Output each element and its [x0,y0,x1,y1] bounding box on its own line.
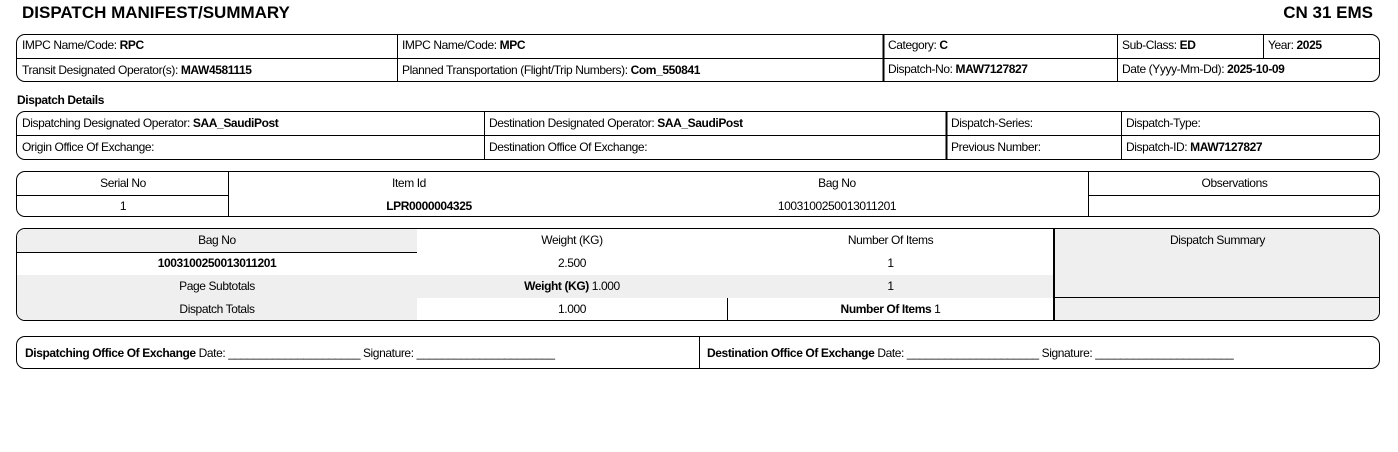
transit-operator-value: MAW4581115 [180,63,252,77]
subtotal-label: Page Subtotals [179,279,255,293]
planned-transport-label: Planned Transportation (Flight/Trip Numbers): [402,63,628,77]
impc-origin-value: RPC [119,38,144,52]
impc-destination-value: MPC [499,38,526,52]
dispatching-office-signature [25,346,555,360]
summary-items: 1 [887,256,894,270]
category [885,38,948,52]
destination-operator-value: SAA_SaudiPost [657,116,743,130]
subclass-value: ED [1179,38,1196,52]
item-id: LPR0000004325 [386,199,472,213]
dispatching-office-label: Dispatching Office Of Exchange [25,346,196,360]
impc-origin-label: IMPC Name/Code: [22,38,117,52]
subtotal-weight-value: 1.000 [591,279,620,293]
dispatch-no [885,62,1028,76]
signature-box [16,336,1380,369]
totals-items-value: 1 [934,302,941,316]
destination-operator [486,116,743,130]
dispatching-office-date-signature: Date: _____________________ Signature: ______________________ [198,346,555,360]
header-info-box [16,34,1380,82]
summary-header-bag-no: Bag No [198,233,236,247]
category-value: C [939,38,948,52]
year-label: Year: [1268,38,1294,52]
totals-items-label: Number Of Items [840,302,932,316]
impc-destination [399,38,525,52]
destination-office-signature [707,346,1233,360]
dispatch-details-title: Dispatch Details [17,93,104,107]
items-header-observations: Observations [1201,176,1268,190]
summary-header-weight: Weight (KG) [541,233,603,247]
totals-items [727,302,1054,316]
subclass [1119,38,1196,52]
planned-transport-value: Com_550841 [630,63,700,77]
impc-origin [19,38,144,52]
subtotal-weight-label: Weight (KG) [524,279,589,293]
form-code: CN 31 EMS [1283,3,1373,22]
destination-office-label: Destination Office Of Exchange: [489,140,648,154]
dispatch-details-box [16,111,1380,160]
impc-destination-label: IMPC Name/Code: [402,38,497,52]
origin-office-label: Origin Office Of Exchange: [22,140,155,154]
dispatch-date-value: 2025-10-09 [1227,62,1285,76]
dispatch-id [1123,140,1262,154]
summary-header-dispatch-summary: Dispatch Summary [1170,233,1265,247]
category-label: Category: [888,38,937,52]
planned-transport [399,63,700,77]
dispatch-type-label: Dispatch-Type: [1126,116,1201,130]
summary-header-items: Number Of Items [847,233,934,247]
items-header-item-id: Item Id [392,176,426,190]
totals-label: Dispatch Totals [179,302,255,316]
destination-operator-label: Destination Designated Operator: [489,116,655,130]
subtotal-weight [417,279,727,293]
summary-weight: 2.500 [557,256,587,270]
dispatching-operator [19,116,278,130]
totals-weight: 1.000 [557,302,587,316]
destination-office-date-signature: Date: _____________________ Signature: ______________________ [877,346,1234,360]
transit-operator-label: Transit Designated Operator(s): [22,63,178,77]
previous-number-label: Previous Number: [951,140,1041,154]
dispatch-date [1119,62,1284,76]
page-title: DISPATCH MANIFEST/SUMMARY [22,3,290,22]
dispatch-series-label: Dispatch-Series: [951,116,1033,130]
summary-table [16,228,1380,321]
summary-bag-no: 1003100250013011201 [157,256,277,270]
dispatching-operator-value: SAA_SaudiPost [192,116,279,130]
dispatch-id-value: MAW7127827 [1190,140,1263,154]
subclass-label: Sub-Class: [1122,38,1177,52]
item-serial: 1 [119,199,127,213]
items-table [16,171,1380,217]
item-bag-no: 1003100250013011201 [777,199,897,213]
dispatch-id-label: Dispatch-ID: [1126,140,1188,154]
destination-office-label: Destination Office Of Exchange [707,346,875,360]
transit-operator [19,63,252,77]
year [1265,38,1322,52]
dispatch-no-label: Dispatch-No: [888,62,953,76]
dispatching-operator-label: Dispatching Designated Operator: [22,116,190,130]
items-header-bag-no: Bag No [818,176,856,190]
items-header-serial: Serial No [100,176,146,190]
dispatch-date-label: Date (Yyyy-Mm-Dd): [1122,62,1225,76]
year-value: 2025 [1296,38,1322,52]
subtotal-items: 1 [887,279,894,293]
dispatch-no-value: MAW7127827 [955,62,1028,76]
